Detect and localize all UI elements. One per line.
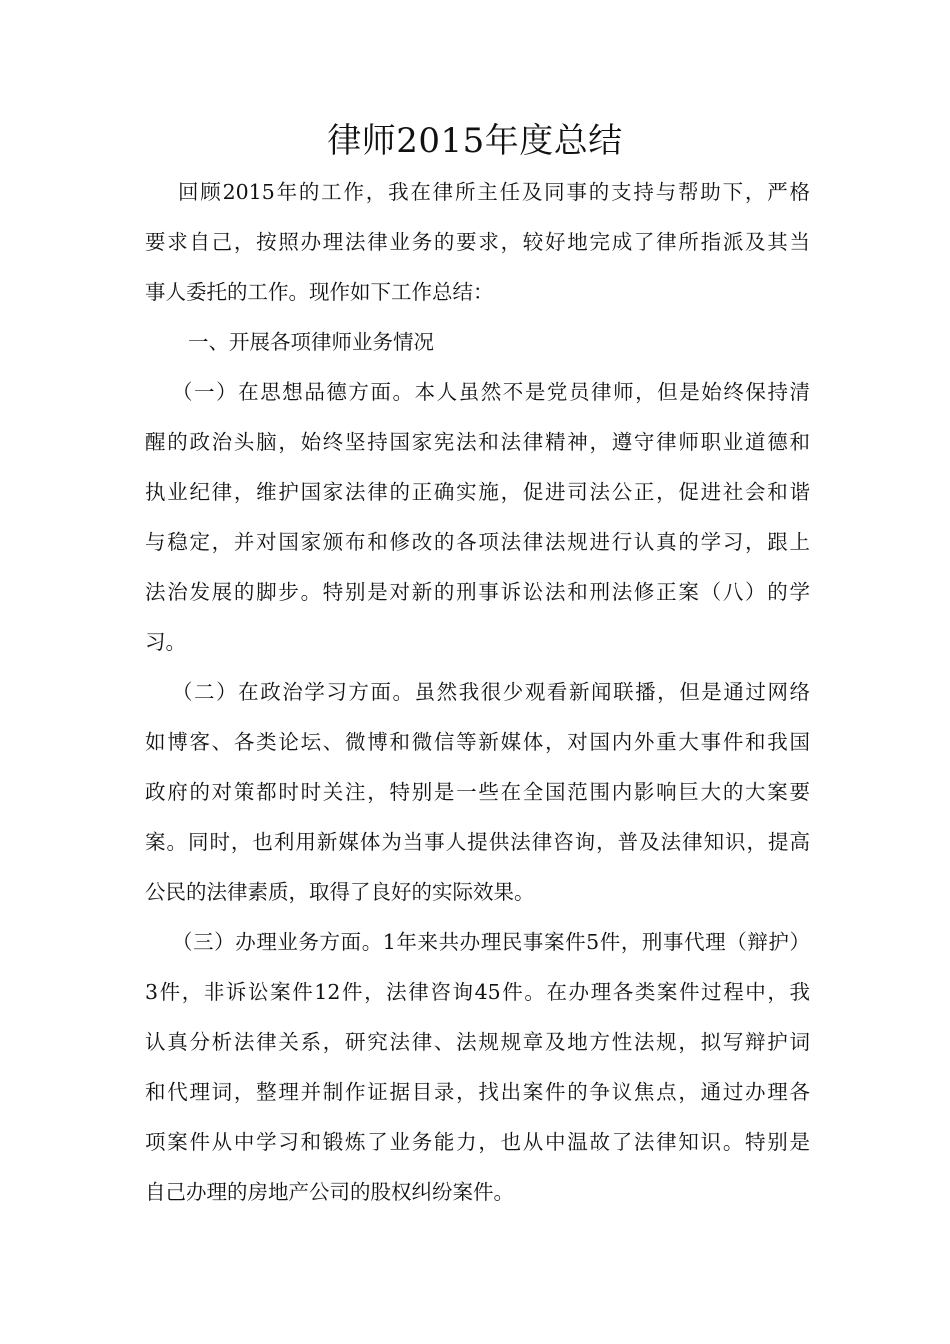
- paragraph-line: 执业纪律，维护国家法律的正确实施，促进司法公正，促进社会和谐: [145, 480, 810, 504]
- paragraph-line: 法治发展的脚步。特别是对新的刑事诉讼法和刑法修正案（八）的学: [145, 580, 810, 604]
- paragraph-line: 自己办理的房地产公司的股权纠纷案件。: [145, 1180, 514, 1204]
- document-title: 律师2015年度总结: [327, 121, 623, 161]
- paragraph-line: 和代理词，整理并制作证据目录，找出案件的争议焦点，通过办理各: [145, 1080, 810, 1104]
- paragraph-line: （一）在思想品德方面。本人虽然不是党员律师，但是始终保持清: [172, 380, 810, 404]
- paragraph-line: 习。: [145, 630, 186, 654]
- paragraph-line: （三）办理业务方面。1年来共办理民事案件5件，刑事代理（辩护）: [172, 930, 810, 954]
- paragraph-line: 事人委托的工作。现作如下工作总结：: [145, 280, 494, 304]
- paragraph-line: 公民的法律素质，取得了良好的实际效果。: [145, 880, 535, 904]
- paragraph-line: 如博客、各类论坛、微博和微信等新媒体，对国内外重大事件和我国: [145, 730, 810, 754]
- paragraph-line: 认真分析法律关系，研究法律、法规规章及地方性法规，拟写辩护词: [145, 1030, 810, 1054]
- paragraph-line: 案。同时，也利用新媒体为当事人提供法律咨询，普及法律知识，提高: [145, 830, 810, 854]
- section-heading: 一、开展各项律师业务情况: [188, 330, 434, 354]
- paragraph-line: 回顾2015年的工作，我在律所主任及同事的支持与帮助下，严格: [178, 180, 810, 204]
- paragraph-line: 与稳定，并对国家颁布和修改的各项法律法规进行认真的学习，跟上: [145, 530, 810, 554]
- paragraph-line: 政府的对策都时时关注，特别是一些在全国范围内影响巨大的大案要: [145, 780, 810, 804]
- paragraph-line: 醒的政治头脑，始终坚持国家宪法和法律精神，遵守律师职业道德和: [145, 430, 810, 454]
- paragraph-line: 项案件从中学习和锻炼了业务能力，也从中温故了法律知识。特别是: [145, 1130, 810, 1154]
- paragraph-line: 要求自己，按照办理法律业务的要求，较好地完成了律所指派及其当: [145, 230, 810, 254]
- paragraph-line: 3件，非诉讼案件12件，法律咨询45件。在办理各类案件过程中，我: [145, 980, 810, 1004]
- paragraph-line: （二）在政治学习方面。虽然我很少观看新闻联播，但是通过网络: [172, 680, 810, 704]
